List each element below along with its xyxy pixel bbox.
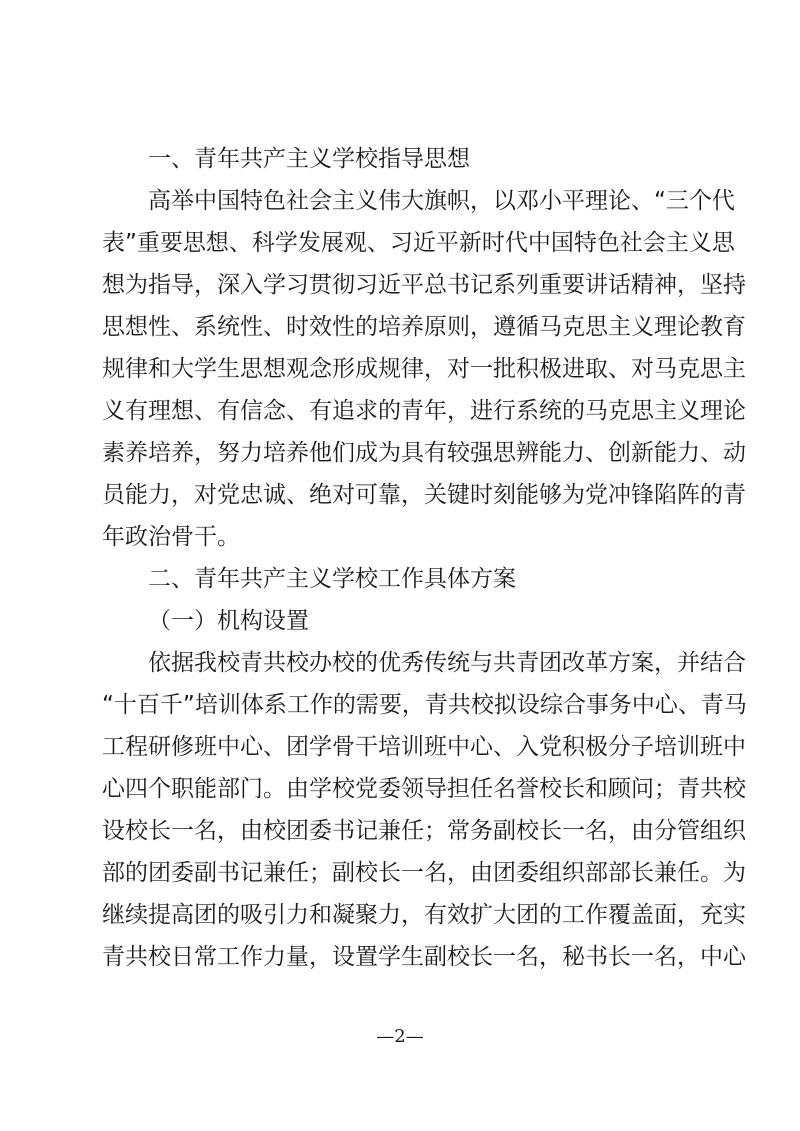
paragraph-text: 高举中国特色社会主义伟大旗帜，以邓小平理论、“三个代 bbox=[148, 188, 735, 214]
paragraph-text: 青共校日常工作力量，设置学生副校长一名，秘书长一名，中心 bbox=[102, 944, 746, 970]
paragraph-text: 义有理想、有信念、有追求的青年，进行系统的马克思主义理论 bbox=[102, 398, 746, 424]
paragraph-text: 继续提高团的吸引力和凝聚力，有效扩大团的工作覆盖面，充实 bbox=[102, 902, 746, 928]
paragraph-text: 思想性、系统性、时效性的培养原则，遵循马克思主义理论教育 bbox=[102, 314, 746, 340]
paragraph-text: “十百千”培训体系工作的需要，青共校拟设综合事务中心、青马 bbox=[102, 692, 747, 718]
paragraph-text: 设校长一名，由校团委书记兼任；常务副校长一名，由分管组织 bbox=[102, 818, 746, 844]
paragraph-text: 部的团委副书记兼任；副校长一名，由团委组织部部长兼任。为 bbox=[102, 860, 746, 886]
paragraph-text: 想为指导，深入学习贯彻习近平总书记系列重要讲话精神，坚持 bbox=[102, 272, 746, 298]
paragraph-text: 心四个职能部门。由学校党委领导担任名誉校长和顾问；青共校 bbox=[102, 776, 746, 802]
page-number: —2— bbox=[376, 1026, 424, 1047]
paragraph-text: 素养培养，努力培养他们成为具有较强思辨能力、创新能力、动 bbox=[102, 440, 746, 466]
subsection1-heading-text: （一）机构设置 bbox=[148, 608, 309, 634]
paragraph-text: 表”重要思想、科学发展观、习近平新时代中国特色社会主义思 bbox=[102, 230, 735, 256]
section2-heading-text: 二、青年共产主义学校工作具体方案 bbox=[148, 566, 516, 592]
paragraph-text: 员能力，对党忠诚、绝对可靠，关键时刻能够为党冲锋陷阵的青 bbox=[102, 482, 746, 508]
paragraph-text: 规律和大学生思想观念形成规律，对一批积极进取、对马克思主 bbox=[102, 356, 746, 382]
section1-heading-text: 一、青年共产主义学校指导思想 bbox=[148, 146, 470, 172]
paragraph-text: 工程研修班中心、团学骨干培训班中心、入党积极分子培训班中 bbox=[102, 734, 746, 760]
paragraph-text: 年政治骨干。 bbox=[102, 524, 240, 550]
paragraph-text: 依据我校青共校办校的优秀传统与共青团改革方案，并结合 bbox=[148, 650, 746, 676]
